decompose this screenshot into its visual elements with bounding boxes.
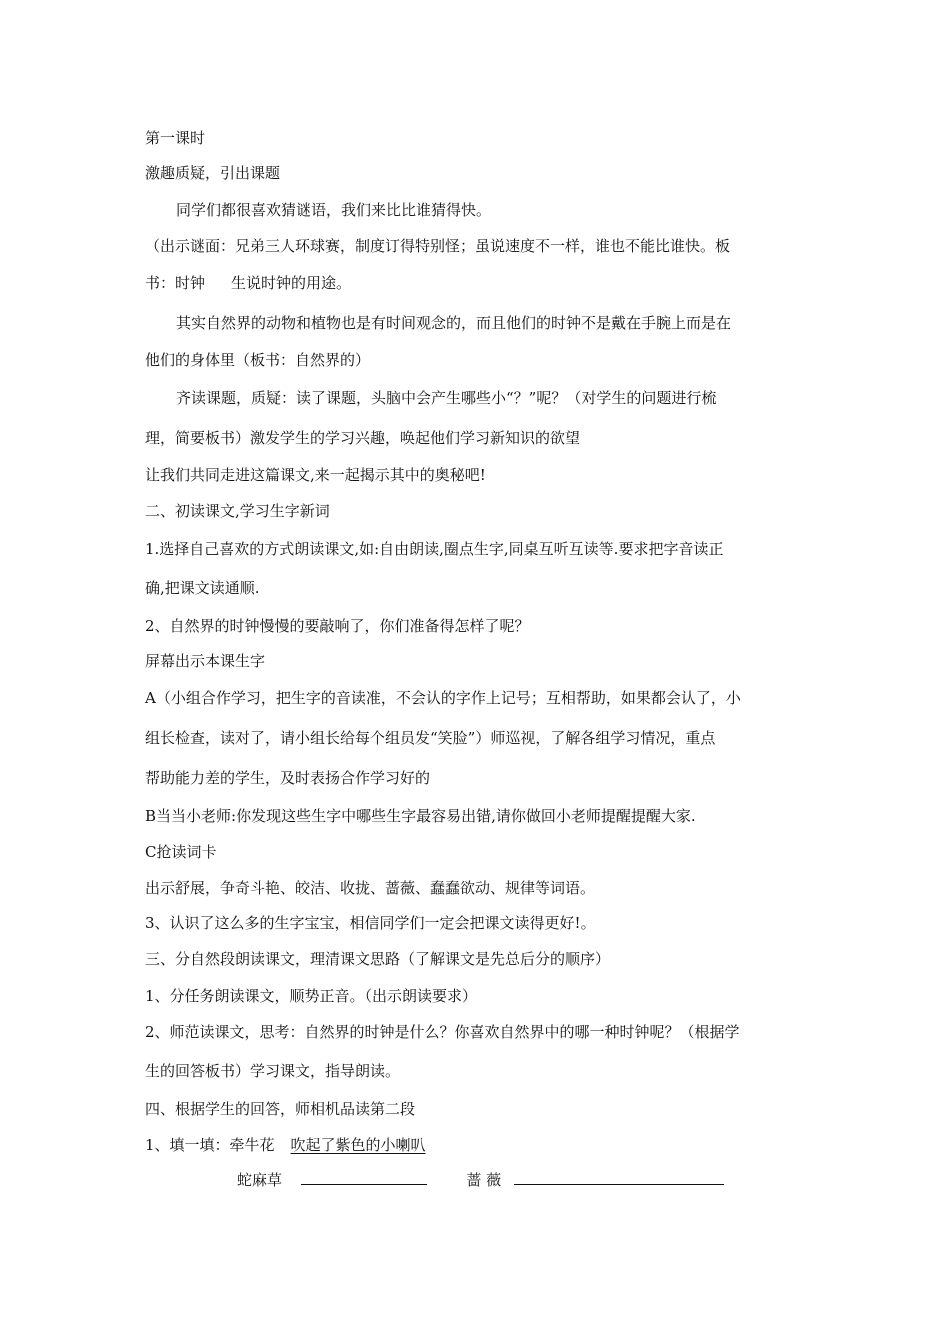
section-title: 四、根据学生的回答，师相机品读第二段 — [145, 1100, 416, 1118]
fill-in-line — [145, 1135, 426, 1155]
paragraph-line: A（小组合作学习，把生字的音读准，不会认的字作上记号；互相帮助，如果都会认了，小 — [145, 689, 741, 707]
paragraph-line: 确,把课文读通顺. — [145, 579, 260, 597]
paragraph-line: 他们的身体里（板书：自然界的） — [145, 351, 371, 369]
answer-blank[interactable] — [514, 1170, 724, 1185]
paragraph-line: 理，简要板书）激发学生的学习兴趣，唤起他们学习新知识的欲望 — [145, 429, 581, 447]
paragraph-line: （出示谜面：兄弟三人环球赛，制度订得特别怪；虽说速度不一样，谁也不能比谁快。板 — [145, 237, 731, 255]
paragraph-line: 2、师范读课文，思考：自然界的时钟是什么？你喜欢自然界中的哪一种时钟呢？（根据学 — [145, 1023, 740, 1041]
paragraph-line: C抢读词卡 — [145, 843, 217, 861]
paragraph-line: 1、分任务朗读课文，顺势正音。（出示朗读要求） — [145, 987, 478, 1005]
paragraph-line: 3、认识了这么多的生字宝宝，相信同学们一定会把课文读得更好!。 — [145, 914, 596, 932]
paragraph-line: 1.选择自己喜欢的方式朗读课文,如:自由朗读,圈点生字,同桌互听互读等.要求把字音读正 — [145, 540, 724, 558]
text-span: 1、填一填：牵牛花 — [145, 1136, 275, 1154]
paragraph-line: 组长检查，读对了，请小组长给每个组员发“笑脸”）师巡视，了解各组学习情况，重点 — [145, 729, 716, 747]
text-span: 生说时钟的用途。 — [231, 274, 352, 292]
paragraph-line: 屏幕出示本课生字 — [145, 652, 266, 670]
section-title: 三、分自然段朗读课文，理清课文思路（了解课文是先总后分的顺序） — [145, 950, 611, 968]
paragraph-line: 出示舒展，争奇斗艳、皎洁、收拢、蔷薇、蠢蠢欲动、规律等词语。 — [145, 879, 596, 897]
paragraph-line: B当当小老师:你发现这些生字中哪些生字最容易出错,请你做回小老师提醒提醒大家. — [145, 807, 696, 825]
fill-in-line — [237, 1170, 724, 1190]
example-answer: 吹起了紫色的小喇叭 — [290, 1136, 426, 1154]
section-title: 激趣质疑，引出课题 — [145, 164, 281, 182]
paragraph-line — [145, 273, 351, 293]
lesson-heading: 第一课时 — [145, 129, 206, 147]
paragraph-line: 帮助能力差的学生，及时表扬合作学习好的 — [145, 769, 431, 787]
section-title: 二、初读课文,学习生字新词 — [145, 502, 330, 520]
answer-blank[interactable] — [301, 1170, 427, 1185]
paragraph-line: 齐读课题，质疑：读了课题，头脑中会产生哪些小“？”呢？（对学生的问题进行梳 — [176, 389, 717, 407]
paragraph-line: 生的回答板书）学习课文，指导朗读。 — [145, 1062, 401, 1080]
text-span: 书：时钟 — [145, 274, 206, 292]
text-span: 蔷 薇 — [466, 1171, 502, 1189]
paragraph-line: 让我们共同走进这篇课文,来一起揭示其中的奥秘吧! — [145, 466, 486, 484]
paragraph-line: 同学们都很喜欢猜谜语，我们来比比谁猜得快。 — [176, 201, 492, 219]
paragraph-line: 2、自然界的时钟慢慢的要敲响了，你们准备得怎样了呢？ — [145, 617, 530, 635]
text-span: 蛇麻草 — [237, 1171, 283, 1189]
paragraph-line: 其实自然界的动物和植物也是有时间观念的，而且他们的时钟不是戴在手腕上而是在 — [176, 314, 732, 332]
